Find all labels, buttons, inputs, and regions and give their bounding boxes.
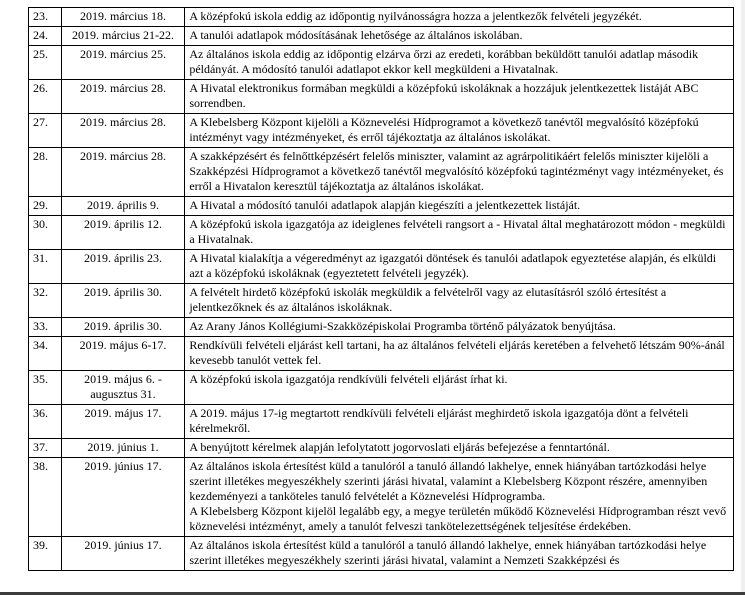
row-number-cell: 32. — [29, 284, 62, 318]
row-date-cell: 2019. június 1. — [61, 439, 185, 458]
row-description-cell: A középfokú iskola eddig az időpontig nyilvánosságra hozza a jelentkezők felvételi jegyzékét. — [185, 8, 734, 27]
table-row — [29, 80, 734, 114]
row-date-cell: 2019. május 6. - augusztus 31. — [61, 371, 185, 405]
row-number-cell: 36. — [29, 405, 62, 439]
row-description-cell: Rendkívüli felvételi eljárást kell tartani, ha az általános felvételi eljárás keretében a felvehető létszám 90%-ánál kevesebb tanulót vettek fel. — [185, 337, 734, 371]
row-number-cell: 30. — [29, 216, 62, 250]
row-description-cell: A középfokú iskola igazgatója az ideiglenes felvételi rangsort a - Hivatal által meghatározott módon - megküldi a Hivatalnak. — [185, 216, 734, 250]
row-date-cell: 2019. március 28. — [61, 148, 185, 197]
row-date-cell: 2019. március 25. — [61, 46, 185, 80]
table-row — [29, 458, 734, 537]
row-number-cell: 28. — [29, 148, 62, 197]
row-number-cell: 31. — [29, 250, 62, 284]
row-description-cell: A benyújtott kérelmek alapján lefolytatott jogorvoslati eljárás befejezése a fenntartónál. — [185, 439, 734, 458]
row-date-cell: 2019. március 21-22. — [61, 27, 185, 46]
table-row — [29, 114, 734, 148]
table-row — [29, 46, 734, 80]
row-description-cell: Az általános iskola eddig az időpontig elzárva őrzi az eredeti, korábban beküldött tanulói adatlap második példányát. A módosító tanulói adatlapot ekkor kell megküldeni a Hivatalnak. — [185, 46, 734, 80]
table-row — [29, 371, 734, 405]
row-number-cell: 24. — [29, 27, 62, 46]
row-number-cell: 38. — [29, 458, 62, 537]
table-row — [29, 216, 734, 250]
row-date-cell: 2019. április 30. — [61, 318, 185, 337]
row-number-cell: 29. — [29, 197, 62, 216]
row-date-cell: 2019. május 6-17. — [61, 337, 185, 371]
row-number-cell: 37. — [29, 439, 62, 458]
row-date-cell: 2019. június 17. — [61, 458, 185, 537]
row-date-cell: 2019. április 12. — [61, 216, 185, 250]
table-row — [29, 148, 734, 197]
row-number-cell: 33. — [29, 318, 62, 337]
table-row — [29, 537, 734, 571]
schedule-table-body — [29, 8, 734, 571]
row-description-cell: A szakképzésért és felnőttképzésért felelős miniszter, valamint az agrárpolitikáért felelős miniszter kijelöli a Szakképzési Hídprogramot a következő tanévtől megvalósító középfokú tagintézményt vagy intézményeket, és erről a Hivatalon keresztül tájékoztatja az általános iskolákat. — [185, 148, 734, 197]
table-row — [29, 318, 734, 337]
row-description-cell: A felvételt hirdető középfokú iskolák megküldik a felvételről vagy az elutasításról szóló értesítést a jelentkezőknek és az általános iskoláknak. — [185, 284, 734, 318]
schedule-table — [28, 7, 734, 571]
row-number-cell: 27. — [29, 114, 62, 148]
table-row — [29, 8, 734, 27]
table-row — [29, 405, 734, 439]
row-number-cell: 35. — [29, 371, 62, 405]
table-row — [29, 250, 734, 284]
table-row — [29, 27, 734, 46]
row-description-cell: A Hivatal a módosító tanulói adatlapok alapján kiegészíti a jelentkezettek listáját. — [185, 197, 734, 216]
row-date-cell: 2019. április 30. — [61, 284, 185, 318]
table-row — [29, 197, 734, 216]
row-description-cell: A Hivatal elektronikus formában megküldi a középfokú iskoláknak a hozzájuk jelentkezettek listáját ABC sorrendben. — [185, 80, 734, 114]
row-date-cell: 2019. március 28. — [61, 114, 185, 148]
row-number-cell: 26. — [29, 80, 62, 114]
row-date-cell: 2019. március 28. — [61, 80, 185, 114]
row-description-cell: A tanulói adatlapok módosításának lehetősége az általános iskolában. — [185, 27, 734, 46]
table-row — [29, 439, 734, 458]
row-description-cell: A középfokú iskola igazgatója rendkívüli felvételi eljárást írhat ki. — [185, 371, 734, 405]
row-description-cell: A Klebelsberg Központ kijelöli a Köznevelési Hídprogramot a következő tanévtől megvalósító középfokú intézményt vagy intézményeket, és erről tájékoztatja az általános iskolákat. — [185, 114, 734, 148]
row-date-cell: 2019. május 17. — [61, 405, 185, 439]
table-row — [29, 284, 734, 318]
row-date-cell: 2019. április 9. — [61, 197, 185, 216]
row-description-cell: Az általános iskola értesítést küld a tanulóról a tanuló állandó lakhelye, ennek hiányában tartózkodási helye szerint illetékes megyeszékhely szerinti járási hivatal, valamint a Nemzeti Szakképzési és — [185, 537, 734, 571]
row-date-cell: 2019. március 18. — [61, 8, 185, 27]
row-description-cell: Az Arany János Kollégiumi-Szakközépiskolai Programba történő pályázatok benyújtása. — [185, 318, 734, 337]
row-description-cell: A Hivatal kialakítja a végeredményt az igazgatói döntések és tanulói adatlapok egyeztetése alapján, és elküldi azt a középfokú iskoláknak (egyeztetett felvételi jegyzék). — [185, 250, 734, 284]
scrollbar-track[interactable] — [741, 0, 745, 595]
row-number-cell: 25. — [29, 46, 62, 80]
row-date-cell: 2019. június 17. — [61, 537, 185, 571]
row-date-cell: 2019. április 23. — [61, 250, 185, 284]
table-row — [29, 337, 734, 371]
row-number-cell: 23. — [29, 8, 62, 27]
row-number-cell: 39. — [29, 537, 62, 571]
row-number-cell: 34. — [29, 337, 62, 371]
row-description-cell: Az általános iskola értesítést küld a tanulóról a tanuló állandó lakhelye, ennek hiányában tartózkodási helye szerint illetékes megyeszékhely szerinti járási hivatal, valamint a Klebelsberg Központ részére, amennyiben kezdeményezi a tanköteles tanuló felvételét a Köznevelési Hídprogramba. A Klebelsberg Központ kijelöl legalább egy, a megye területén működő Köznevelési Hídprogramban részt vevő köznevelési intézményt, amely a tanulót felveszi tankötelezettségének teljesítése érdekében. — [185, 458, 734, 537]
row-description-cell: A 2019. május 17-ig megtartott rendkívüli felvételi eljárást meghirdető iskola igazgatója dönt a felvételi kérelmekről. — [185, 405, 734, 439]
